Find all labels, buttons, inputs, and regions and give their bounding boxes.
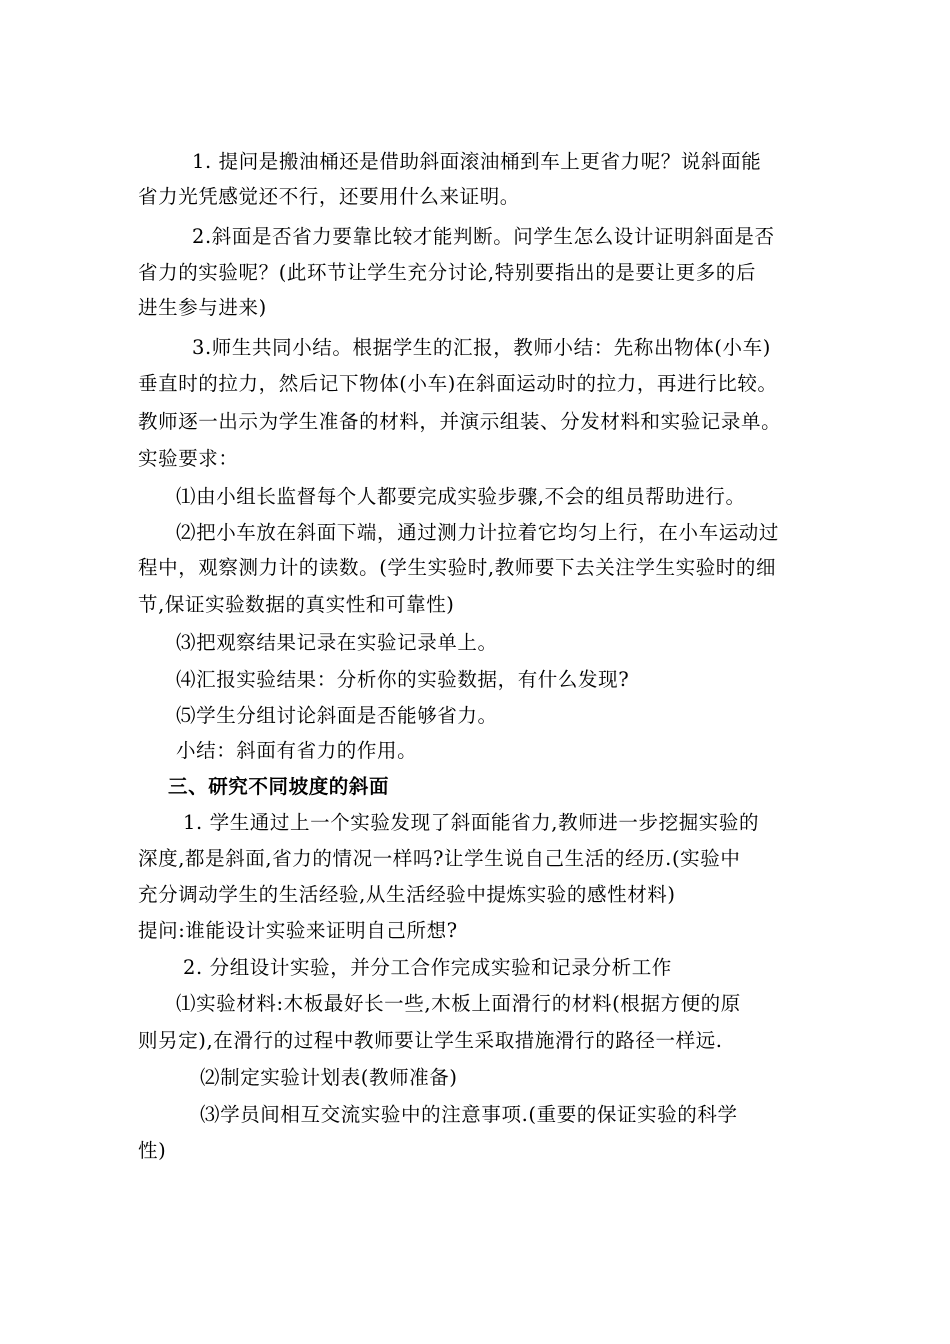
requirement-item-1: ⑴由小组长监督每个人都要完成实验步骤,不会的组员帮助进行。 (176, 485, 746, 508)
section2-paragraph3-line3: 教师逐一出示为学生准备的材料，并演示组装、分发材料和实验记录单。 (138, 410, 782, 433)
section2-paragraph1-line2: 省力光凭感觉还不行，还要用什么来证明。 (138, 185, 520, 208)
requirement-item-3: ⑶把观察结果记录在实验记录单上。 (176, 631, 498, 654)
section2-paragraph3-line2: 垂直时的拉力，然后记下物体(小车)在斜面运动时的拉力，再进行比较。 (138, 372, 778, 395)
section3-paragraph1-line1: 1. 学生通过上一个实验发现了斜面能省力,教师进一步挖掘实验的 (183, 811, 760, 834)
section3-paragraph2: 2. 分组设计实验，并分工合作完成实验和记录分析工作 (183, 956, 672, 979)
section2-paragraph3-line4: 实验要求： (138, 447, 239, 470)
section2-paragraph1-line1: 1. 提问是搬油桶还是借助斜面滚油桶到车上更省力呢？说斜面能 (192, 150, 762, 173)
step-item-1-line1: ⑴实验材料:木板最好长一些,木板上面滑行的材料(根据方便的原 (176, 992, 741, 1015)
step-item-1-line2: 则另定),在滑行的过程中教师要让学生采取措施滑行的路径一样远. (138, 1029, 723, 1052)
section2-paragraph2-line2: 省力的实验呢？(此环节让学生充分讨论,特别要指出的是要让更多的后 (138, 261, 757, 284)
requirement-item-2-line3: 节,保证实验数据的真实性和可靠性) (138, 593, 455, 616)
requirement-item-4: ⑷汇报实验结果：分析你的实验数据，有什么发现? (176, 668, 630, 691)
section3-paragraph1-line2: 深度,都是斜面,省力的情况一样吗?让学生说自己生活的经历.(实验中 (138, 847, 741, 870)
section2-paragraph2-line3: 进生参与进来) (138, 296, 267, 319)
requirement-item-5: ⑸学生分组讨论斜面是否能够省力。 (176, 704, 498, 727)
requirement-item-2-line1: ⑵把小车放在斜面下端，通过测力计拉着它均匀上行，在小车运动过 (176, 521, 780, 544)
section2-paragraph2-line1: 2.斜面是否省力要靠比较才能判断。问学生怎么设计证明斜面是否 (192, 225, 775, 248)
step-item-3-line2: 性) (138, 1139, 167, 1162)
section3-heading: 三、研究不同坡度的斜面 (168, 775, 390, 798)
step-item-3-line1: ⑶学员间相互交流实验中的注意事项.(重要的保证实验的科学 (200, 1103, 738, 1126)
section2-paragraph3-line1: 3.师生共同小结。根据学生的汇报，教师小结：先称出物体(小车) (192, 336, 771, 359)
section3-question: 提问:谁能设计实验来证明自己所想? (138, 919, 458, 942)
section2-summary: 小结：斜面有省力的作用。 (176, 739, 418, 762)
step-item-2: ⑵制定实验计划表(教师准备) (200, 1066, 458, 1089)
section3-paragraph1-line3: 充分调动学生的生活经验,从生活经验中提炼实验的感性材料) (138, 883, 676, 906)
requirement-item-2-line2: 程中，观察测力计的读数。(学生实验时,教师要下去关注学生实验时的细 (138, 556, 777, 579)
